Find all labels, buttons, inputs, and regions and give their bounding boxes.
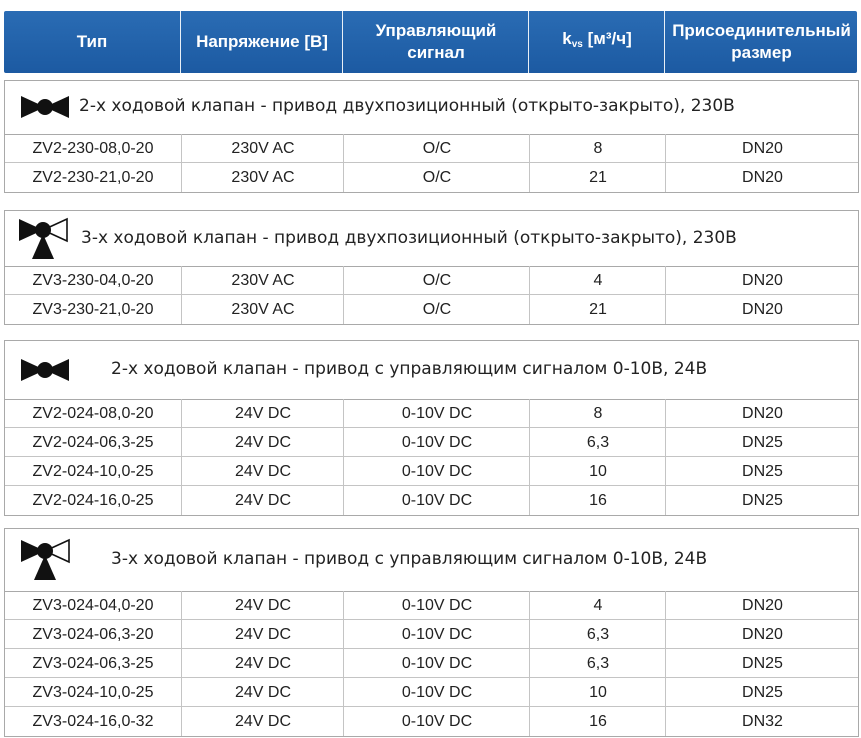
cell-signal: 0-10V DC [343, 457, 530, 486]
table-row [5, 399, 858, 428]
cell-voltage: 24V DC [181, 649, 344, 678]
table-row [5, 706, 858, 736]
cell-voltage: 24V DC [181, 486, 344, 515]
cell-kvs: 10 [529, 678, 666, 707]
cell-type: ZV3-024-04,0-20 [32, 597, 154, 614]
header-signal-line2: сигнал [407, 43, 465, 62]
cell-voltage: 24V DC [181, 707, 344, 736]
cell-type: ZV3-230-21,0-20 [32, 301, 154, 318]
cell-type: ZV3-024-10,0-25 [32, 684, 154, 701]
table-row [5, 266, 858, 295]
header-size-line1: Присоединительный [672, 21, 851, 40]
cell-voltage: 230V AC [181, 134, 344, 163]
cell-voltage: 24V DC [181, 620, 344, 649]
cell-kvs: 10 [529, 457, 666, 486]
cell-kvs: 8 [529, 134, 666, 163]
three-way-valve-icon [19, 538, 71, 587]
header-kvs-unit: [м³/ч] [582, 29, 632, 48]
header-kvs-sub: vs [571, 39, 583, 50]
table-row [5, 677, 858, 707]
two-way-valve-icon [19, 92, 71, 127]
cell-signal: O/C [343, 266, 530, 295]
table-header [4, 11, 857, 73]
valve-group [4, 80, 859, 193]
group-title-text: 3-х ходовой клапан - привод с управляющим сигналом 0-10В, 24В [111, 549, 708, 569]
header-type-label: Тип [76, 32, 108, 51]
header-signal [342, 11, 529, 73]
cell-signal: O/C [343, 163, 530, 192]
cell-type: ZV3-024-16,0-32 [32, 713, 154, 730]
cell-voltage: 230V AC [181, 163, 344, 192]
cell-size: DN25 [665, 486, 859, 515]
header-size-line2: размер [731, 43, 792, 62]
cell-kvs: 4 [529, 266, 666, 295]
group-title [5, 211, 858, 267]
three-way-valve-icon [17, 217, 69, 266]
cell-size: DN32 [665, 707, 859, 736]
cell-type: ZV2-024-08,0-20 [32, 405, 154, 422]
table-row [5, 134, 858, 163]
cell-type: ZV2-024-06,3-25 [32, 434, 154, 451]
cell-type: ZV2-024-16,0-25 [32, 492, 154, 509]
cell-size: DN20 [665, 295, 859, 324]
valve-group [4, 528, 859, 737]
cell-signal: 0-10V DC [343, 620, 530, 649]
table-row [5, 485, 858, 515]
cell-kvs: 21 [529, 163, 666, 192]
header-voltage [180, 11, 343, 73]
header-kvs [528, 11, 665, 73]
valve-group [4, 340, 859, 516]
cell-size: DN25 [665, 649, 859, 678]
header-size [664, 11, 858, 73]
two-way-valve-icon [19, 355, 71, 390]
cell-signal: 0-10V DC [343, 591, 530, 620]
cell-signal: 0-10V DC [343, 428, 530, 457]
cell-size: DN20 [665, 163, 859, 192]
cell-type: ZV2-024-10,0-25 [32, 463, 154, 480]
cell-voltage: 230V AC [181, 266, 344, 295]
cell-kvs: 16 [529, 486, 666, 515]
cell-voltage: 24V DC [181, 428, 344, 457]
table-row [5, 456, 858, 486]
cell-type: ZV2-230-21,0-20 [32, 169, 154, 186]
table-row [5, 619, 858, 649]
cell-signal: 0-10V DC [343, 649, 530, 678]
cell-voltage: 24V DC [181, 591, 344, 620]
header-signal-line1: Управляющий [375, 21, 497, 40]
cell-signal: O/C [343, 134, 530, 163]
cell-signal: 0-10V DC [343, 486, 530, 515]
cell-kvs: 6,3 [529, 620, 666, 649]
cell-voltage: 24V DC [181, 678, 344, 707]
cell-voltage: 230V AC [181, 295, 344, 324]
valve-group [4, 210, 859, 325]
cell-kvs: 8 [529, 399, 666, 428]
group-title-text: 2-х ходовой клапан - привод двухпозиционный (открыто-закрыто), 230В [79, 96, 735, 116]
cell-size: DN20 [665, 134, 859, 163]
cell-size: DN25 [665, 457, 859, 486]
cell-size: DN25 [665, 428, 859, 457]
cell-signal: 0-10V DC [343, 399, 530, 428]
cell-type: ZV2-230-08,0-20 [32, 140, 154, 157]
cell-size: DN20 [665, 399, 859, 428]
cell-kvs: 6,3 [529, 649, 666, 678]
cell-signal: 0-10V DC [343, 678, 530, 707]
group-title [5, 529, 858, 592]
group-title-text: 3-х ходовой клапан - привод двухпозиционный (открыто-закрыто), 230В [81, 228, 737, 248]
cell-signal: O/C [343, 295, 530, 324]
table-row [5, 427, 858, 457]
header-kvs-k: k [562, 29, 572, 48]
cell-size: DN20 [665, 620, 859, 649]
cell-kvs: 4 [529, 591, 666, 620]
cell-size: DN25 [665, 678, 859, 707]
table-row [5, 162, 858, 192]
group-title [5, 341, 858, 400]
header-voltage-label: Напряжение [В] [196, 32, 328, 51]
group-title [5, 81, 858, 135]
cell-type: ZV3-230-04,0-20 [32, 272, 154, 289]
cell-type: ZV3-024-06,3-20 [32, 626, 154, 643]
header-type [4, 11, 180, 73]
cell-kvs: 21 [529, 295, 666, 324]
cell-type: ZV3-024-06,3-25 [32, 655, 154, 672]
cell-size: DN20 [665, 591, 859, 620]
cell-size: DN20 [665, 266, 859, 295]
cell-voltage: 24V DC [181, 399, 344, 428]
table-row [5, 648, 858, 678]
cell-signal: 0-10V DC [343, 707, 530, 736]
table-row [5, 591, 858, 620]
cell-kvs: 16 [529, 707, 666, 736]
table-row [5, 294, 858, 324]
cell-kvs: 6,3 [529, 428, 666, 457]
cell-voltage: 24V DC [181, 457, 344, 486]
group-title-text: 2-х ходовой клапан - привод с управляющим сигналом 0-10В, 24В [111, 359, 708, 379]
